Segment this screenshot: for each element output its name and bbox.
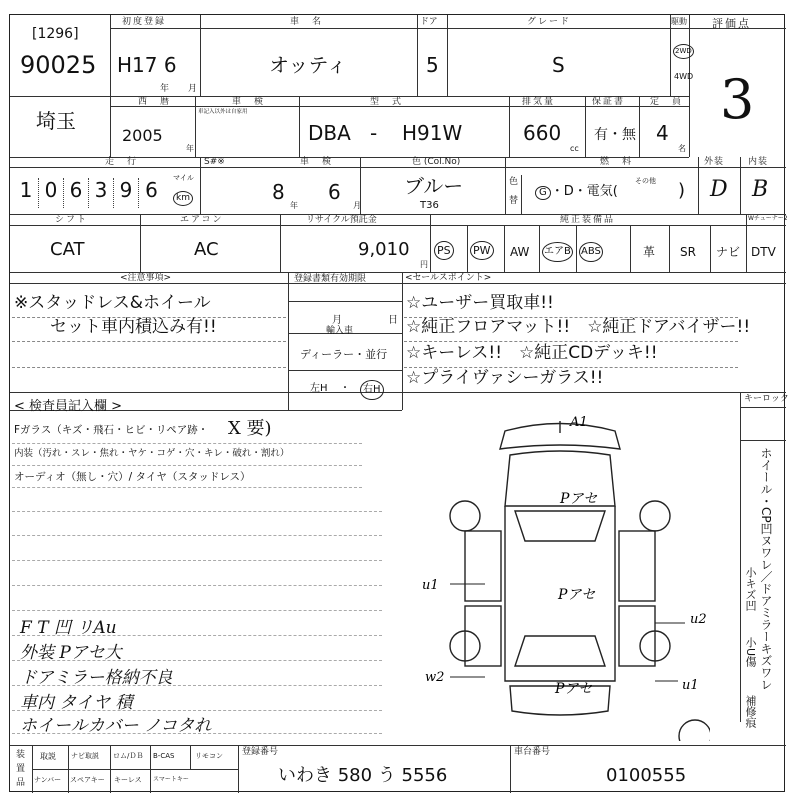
side-notes-2: 小キズ凹 — [744, 567, 757, 611]
handwritten-note-1: F T 凹 リAu — [20, 618, 117, 638]
mileage-digit: 0 — [39, 178, 64, 208]
shaken-year: 8 — [272, 180, 285, 204]
side-notes: ホイール・CP凹ヌワレ／ドアミラーキズワレ — [759, 447, 773, 691]
model-code: H91W — [402, 121, 463, 145]
ac-value: AC — [194, 239, 219, 260]
mileage-unit-km — [173, 187, 193, 206]
side-notes-4: 補修痕 — [744, 695, 757, 728]
glass-line: Fガラス（キズ・飛石・ヒビ・リペア跡・ — [14, 424, 209, 436]
shift-value: CAT — [50, 239, 85, 260]
door-label: ドア — [420, 17, 438, 27]
shift-label: シフト — [55, 215, 89, 225]
model-dash: - — [370, 121, 378, 145]
equip-leather: 革 — [643, 245, 656, 259]
drive-2wd — [673, 40, 694, 59]
option-bcas: B-CAS — [153, 752, 175, 760]
color-code: T36 — [420, 200, 439, 211]
shaken-month-unit: 月 — [353, 201, 361, 210]
grade-value: S — [552, 53, 565, 77]
sales-label: <セールスポイント> — [405, 273, 492, 283]
exterior-grade: D — [710, 177, 728, 202]
displacement-label: 排気量 — [522, 97, 556, 107]
right-front-door — [619, 531, 655, 601]
plate-number: いわき 580 う 5556 — [278, 765, 448, 786]
sales-point-4: ☆プライヴァシーガラス!! — [406, 368, 604, 388]
footer-label-3: 品 — [16, 778, 26, 788]
shaken-year-unit: 年 — [290, 201, 298, 210]
fuel-options — [535, 185, 618, 200]
fuel-label: 燃 料 — [600, 157, 634, 167]
equip-ps — [434, 241, 454, 260]
lot-number: 90025 — [20, 51, 97, 79]
sales-point-1: ☆ユーザー買取車!! — [406, 293, 554, 313]
wheel-fr — [640, 501, 670, 531]
handwritten-note-2: 外装 Pアセ大 — [20, 643, 122, 663]
circle-mark-icon: ABS — [579, 242, 603, 262]
option-spare-key: スペアキー — [70, 776, 105, 784]
ac-label: エアコン — [180, 215, 224, 225]
drive-4wd: 4WD — [674, 72, 694, 81]
diagram-u1-left: u1 — [422, 578, 439, 593]
option-rom: ロム/ＤＢ — [113, 752, 144, 760]
caution-label: <注意事項> — [120, 273, 172, 283]
mileage-digit: 6 — [64, 178, 89, 208]
model-year-unit: 年 — [186, 144, 194, 153]
caution-line-1: ※スタッドレス&ホイール — [14, 293, 211, 313]
option-smart-key: スマートキー — [153, 776, 189, 783]
door-count: 5 — [426, 53, 439, 77]
diagram-u1-right: u1 — [682, 678, 699, 693]
yen-unit: 円 — [420, 260, 428, 269]
model-year: 2005 — [122, 126, 163, 145]
equip-pw — [470, 241, 494, 260]
handwritten-note-5: ホイールカバー ノコタれ — [20, 716, 212, 736]
footer-label-2: 置 — [16, 764, 26, 774]
lot-bracket: [1296] — [32, 26, 79, 42]
interior-condition-line: 内装（汚れ・スレ・焦れ・ヤケ・コゲ・穴・キレ・破れ・割れ） — [14, 448, 290, 459]
handwritten-note-3: ドアミラー格納不良 — [20, 668, 173, 688]
fuel-other: その他 — [635, 177, 656, 185]
dealer-option: ディーラー・並行 — [300, 348, 388, 361]
diagram-trunk: Pアセ — [555, 681, 593, 697]
circle-mark-icon: エアB — [542, 242, 573, 262]
spare-wheel — [679, 720, 710, 741]
mileage-digits — [14, 178, 164, 208]
prefecture: 埼玉 — [36, 109, 76, 133]
circle-mark-icon: 2WD — [673, 44, 694, 59]
interior-grade: B — [752, 177, 769, 202]
car-name-label: 車 名 — [290, 17, 324, 27]
capacity-unit: 名 — [678, 144, 686, 153]
option-keyless: キーレス — [114, 776, 142, 784]
option-number: ナンバー — [34, 776, 62, 784]
glass-mark: X 要) — [228, 418, 272, 439]
import-label: 輸入車 — [326, 326, 354, 336]
first-reg-label: 初度登録 — [122, 17, 167, 27]
diagram-u2-right: u2 — [690, 612, 707, 627]
mileage-digit: 9 — [114, 178, 139, 208]
wheel-fl — [450, 501, 480, 531]
drive-label: 駆動 — [671, 17, 687, 26]
sno-label: S#※ — [204, 157, 225, 167]
warranty-value: 有・無 — [594, 127, 636, 143]
option-navi-manual: ナビ取説 — [71, 752, 99, 760]
equip-abs — [579, 241, 603, 262]
interior-label: 内装 — [748, 157, 769, 167]
capacity: 4 — [656, 121, 669, 145]
mileage-label: 走 行 — [105, 157, 139, 167]
hand-left: 左H — [310, 383, 328, 394]
car-name: オッティ — [269, 53, 347, 77]
mileage-digit: 6 — [145, 178, 158, 202]
tuner-label: Wチューナー2 — [748, 215, 788, 222]
windshield — [515, 511, 605, 541]
color-name: ブルー — [404, 174, 464, 198]
chassis-number: 0100555 — [606, 765, 687, 786]
mileage-unit-mile: マイル — [173, 174, 194, 182]
sales-point-2: ☆純正フロアマット!! ☆純正ドアバイザー!! — [406, 317, 751, 337]
grade-label: グレード — [527, 17, 572, 27]
plate-label: 登録番号 — [242, 747, 279, 757]
audio-tire-line: オーディオ（無し・穴）/ タイヤ（スタッドレス） — [14, 471, 251, 483]
mileage-digit: 3 — [89, 178, 114, 208]
diagram-roof: Pアセ — [558, 587, 596, 603]
shaken-month: 6 — [328, 180, 341, 204]
equip-aw: AW — [510, 245, 530, 259]
cc-unit: cc — [570, 144, 579, 153]
diagram-hood: Pアセ — [560, 491, 598, 507]
diagram-w2: w2 — [425, 670, 445, 685]
diagram-a1: A1 — [570, 415, 588, 430]
displacement: 660 — [523, 121, 562, 145]
reg-month: 月 — [332, 315, 342, 326]
warranty-label: 保証書 — [592, 97, 626, 107]
reg-doc-label: 登録書類有効期限 — [294, 274, 367, 284]
first-reg-value: H17 6 — [117, 53, 177, 77]
hand-right — [360, 379, 384, 400]
shaken-label: 車 検 — [232, 97, 266, 107]
color-change-a: 色 — [509, 177, 519, 187]
color-change-b: 替 — [509, 196, 519, 206]
mileage-digit: 1 — [14, 178, 39, 208]
option-remote: リモコン — [195, 752, 223, 760]
equipment-label: 純正装備品 — [560, 215, 616, 225]
hand-dot: ・ — [340, 383, 350, 394]
footer-label-1: 装 — [16, 750, 26, 760]
model-label: 型 式 — [370, 97, 404, 107]
fuel-close: ) — [678, 180, 686, 201]
shaken-note: 車記入以外は自家用 — [198, 109, 248, 115]
chassis-label: 車台番号 — [514, 747, 551, 757]
circle-mark-icon: km — [173, 191, 193, 206]
circle-mark-icon: PS — [434, 241, 454, 260]
exterior-label: 外装 — [704, 157, 725, 167]
side-notes-3: 小U傷 — [744, 637, 757, 668]
recycle-value: 9,010 — [358, 239, 410, 260]
equip-sr: SR — [680, 245, 696, 259]
circle-mark-icon: G — [535, 186, 551, 200]
score-value: 3 — [720, 68, 755, 131]
inspection-sheet — [9, 14, 789, 792]
equip-airbag — [542, 241, 573, 262]
option-manual: 取説 — [40, 752, 56, 761]
color-label: 色 (Col.No) — [412, 157, 461, 167]
keylock-label: キーロック — [744, 394, 789, 404]
month-unit: 月 — [188, 84, 198, 94]
circle-mark-icon: 右H — [360, 380, 384, 400]
recycle-label: リサイクル預託金 — [306, 215, 377, 225]
reg-day: 日 — [388, 315, 398, 326]
left-rear-door — [465, 606, 501, 666]
model-year-label: 西 暦 — [138, 97, 172, 107]
circle-mark-icon: PW — [470, 241, 494, 260]
rear-window — [515, 636, 605, 666]
sales-point-3: ☆キーレス!! ☆純正CDデッキ!! — [406, 343, 658, 363]
score-label: 評価点 — [712, 17, 751, 30]
car-diagram — [410, 411, 710, 741]
fuel-option-text: ・D・電気( — [550, 184, 618, 199]
model-prefix: DBA — [308, 121, 351, 145]
equip-dtv: DTV — [751, 245, 776, 259]
left-front-door — [465, 531, 501, 601]
shaken-expiry-label: 車 検 — [300, 157, 334, 167]
equip-navi: ナビ — [716, 245, 741, 259]
year-unit: 年 — [160, 84, 170, 94]
caution-line-2: セット車内積込み有!! — [50, 317, 217, 337]
right-rear-door — [619, 606, 655, 666]
inspection-title: < 検査員記入欄 > — [14, 399, 123, 414]
capacity-label: 定 員 — [650, 97, 684, 107]
handwritten-note-4: 車内 タイヤ 積 — [20, 693, 133, 713]
